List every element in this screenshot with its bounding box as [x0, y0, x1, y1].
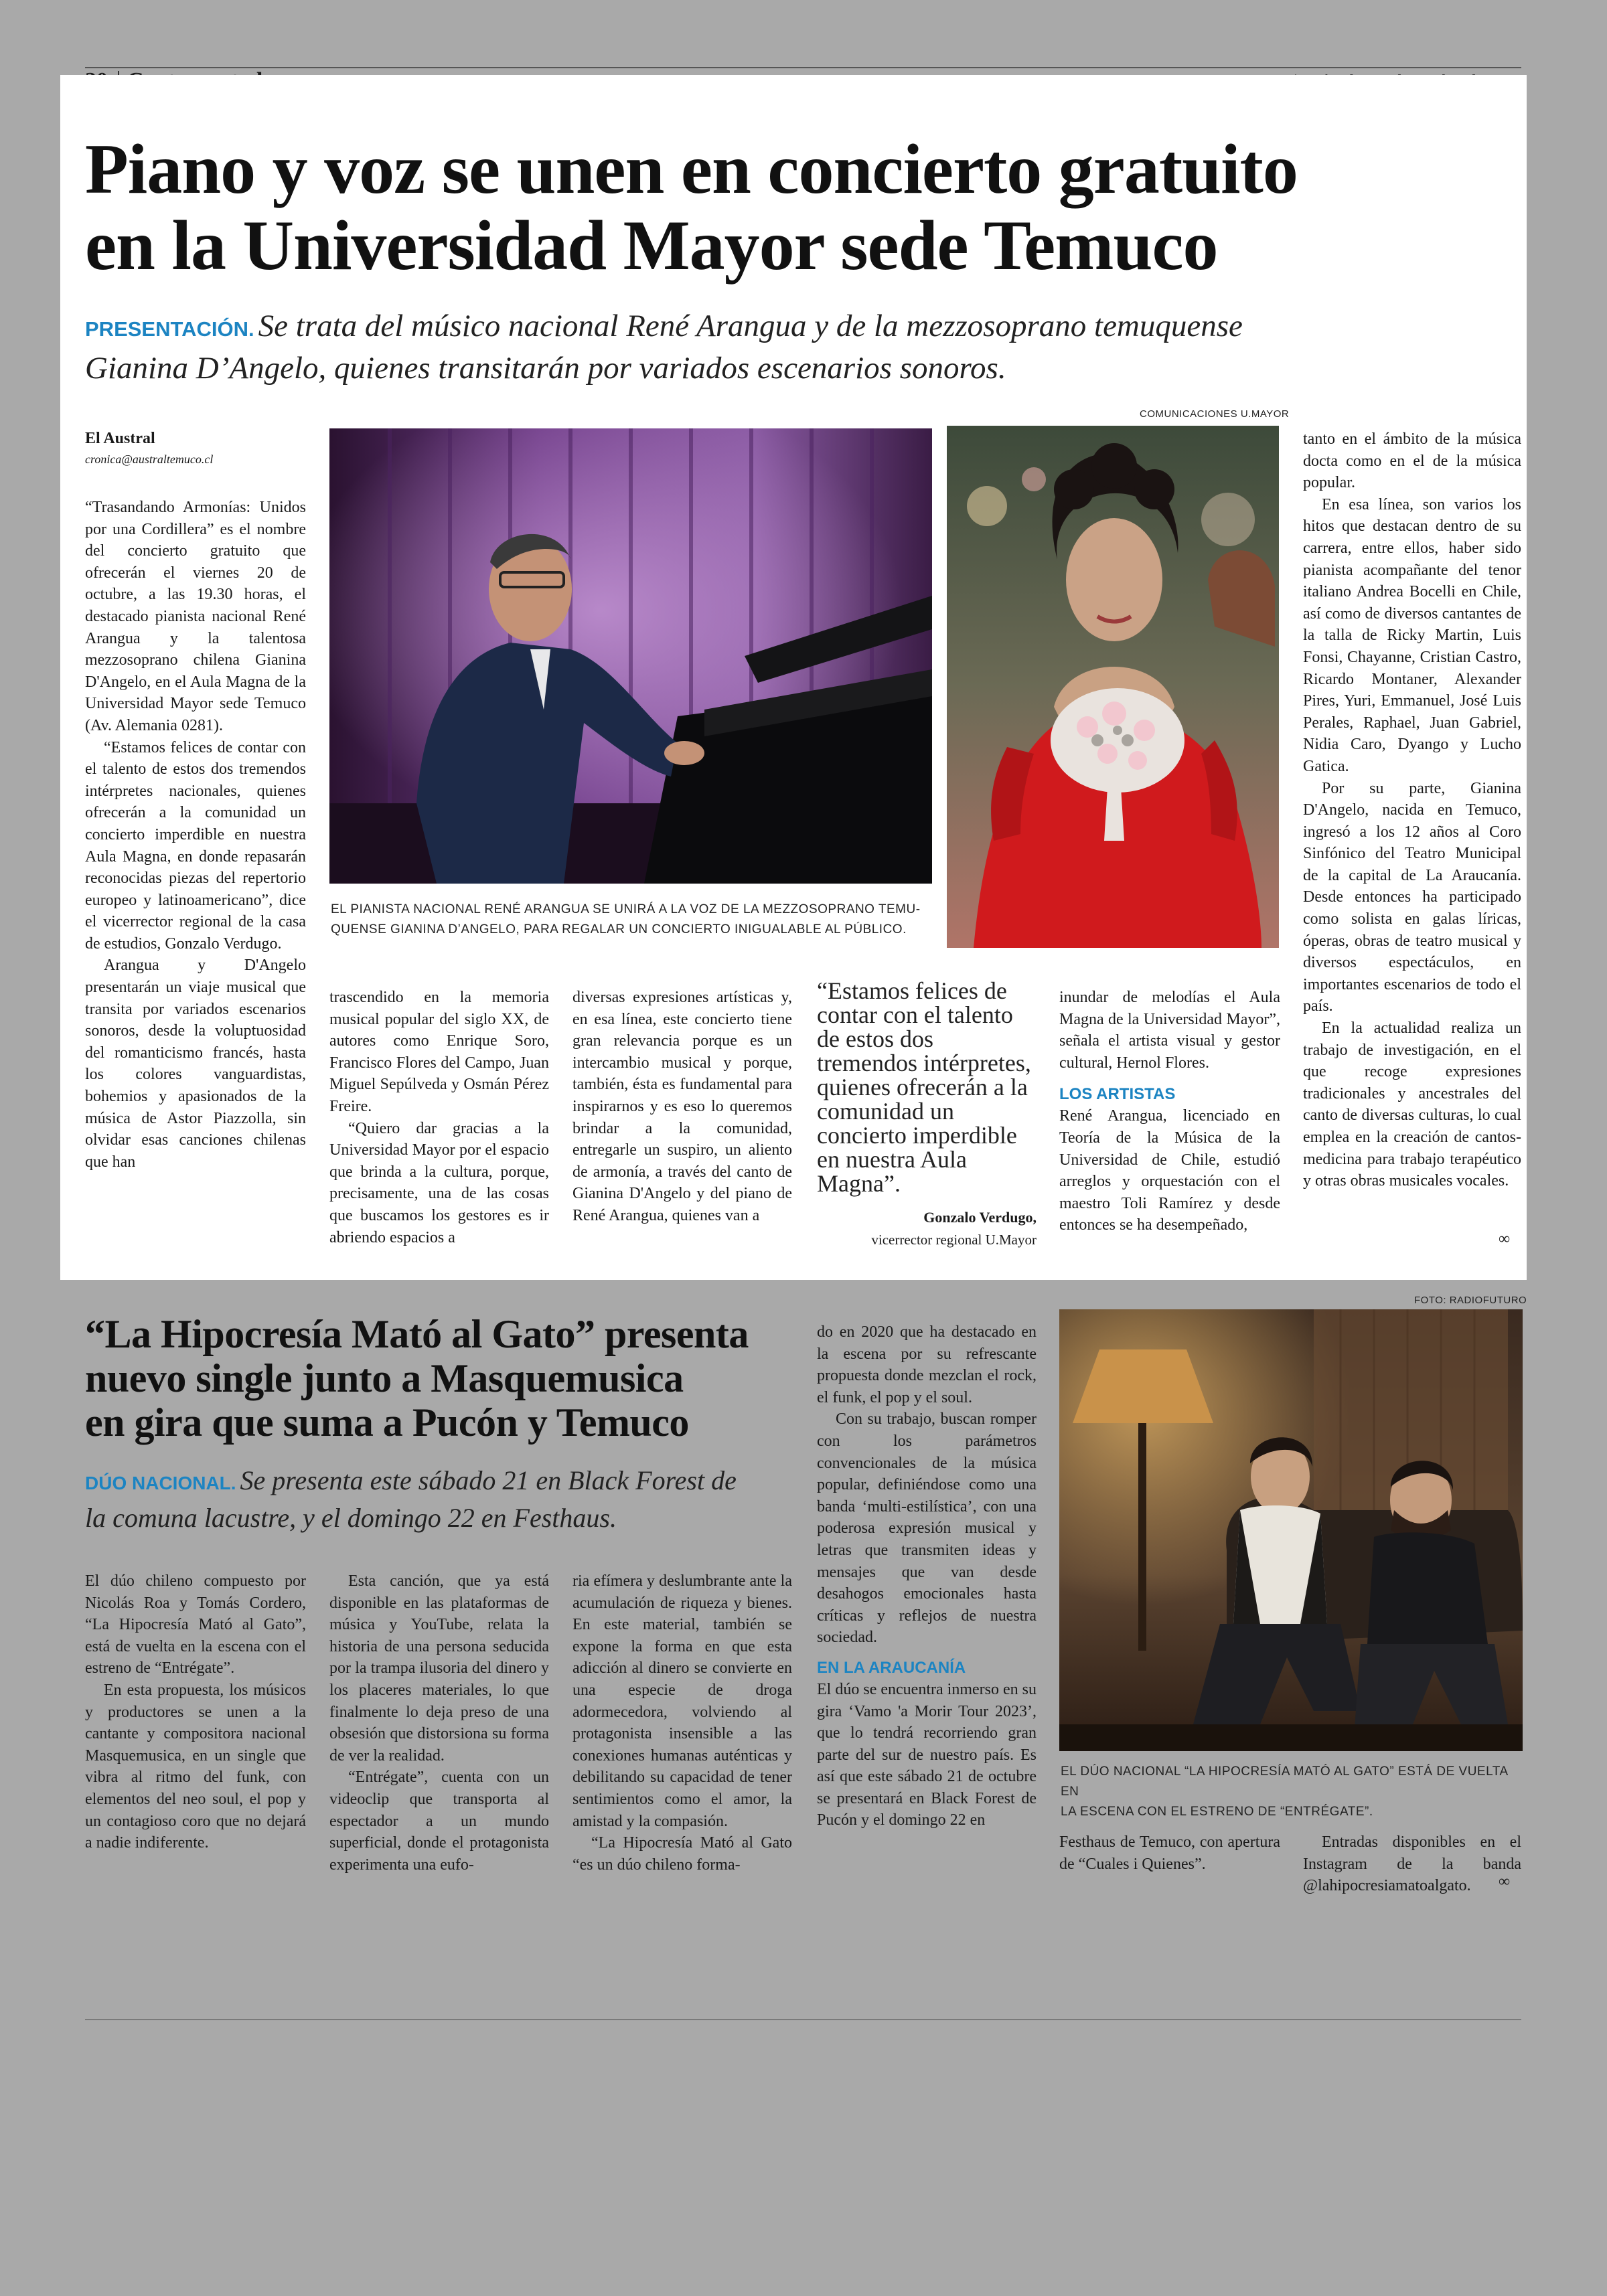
article2-col1-paragraph: En esta propuesta, los músicos y productores se unen a la cantante y compositora nacional Masquemusica, en un single que vibra al ritmo del funk, con elementos del neo soul, el pop y un contagioso coro que no dejará a nadie indiferente. — [85, 1681, 306, 1852]
article2-subhead: EN LA ARAUCANÍA — [817, 1658, 966, 1677]
article1-col1-paragraph: “Trasandando Armonías: Unidos por una Cordillera” es el nombre del concierto gratuito que ofrecerán el viernes 20 de octubre, a las 19.30 horas, el destacado pianista nacional René Arangua y la talentosa mezzosoprano chilena Gianina D'Angelo, en el Aula Magna de la Universidad Mayor sede Temuco (Av. Alemania 0281). — [85, 499, 306, 734]
article2-col5-paragraph: Festhaus de Temuco, con apertura de “Cuales i Quienes”. — [1059, 1833, 1280, 1873]
article1-col3-paragraph: diversas expresiones artísticas y, en esa línea, este concierto tiene gran relevancia porque es un intercambio musical y porque, también, ésta es fundamental para inspirarnos y es eso lo queremos brindar a la comunidad, entregarle un suspiro, un aliento de armonía, a través del canto de Gianina D'Angelo y del piano de René Arangua, quienes van a — [572, 989, 792, 1224]
article2-caption-line2: LA ESCENA CON EL ESTRENO DE “ENTRÉGATE”. — [1061, 1805, 1373, 1819]
article1-column-3 — [572, 987, 792, 1227]
article2-column-2 — [329, 1570, 549, 1876]
quote-role: vicerrector regional U.Mayor — [871, 1232, 1037, 1248]
article1-headline — [85, 131, 1525, 284]
article2-caption-line1: EL DÚO NACIONAL “LA HIPOCRESÍA MATÓ AL GATO” ESTÁ DE VUELTA EN — [1061, 1765, 1508, 1799]
article2-headline-line2: nuevo single junto a Masquemusica — [85, 1356, 684, 1400]
article1-column-1 — [85, 497, 306, 1173]
article1-deck — [85, 307, 1525, 388]
byline-email: cronica@australtemuco.cl — [85, 453, 214, 466]
article1-caption-line1: EL PIANISTA NACIONAL RENÉ ARANGUA SE UNIRÁ A LA VOZ DE LA MEZZOSOPRANO TEMU- — [331, 902, 921, 916]
article1-col6-paragraph: tanto en el ámbito de la música docta como en el de la música popular. — [1303, 430, 1521, 492]
article1-kicker: PRESENTACIÓN. — [85, 317, 254, 341]
article1-col1-paragraph: Arangua y D'Angelo presentarán un viaje musical que transita por variados escenarios sonoros, desde la voluptuosidad del romanticismo francés, hasta los colores vanguardistas, bohemios y apasionados de la música de Astor Piazzolla, sin olvidar esas canciones chilenas que han — [85, 957, 306, 1171]
article2-col4-paragraph: do en 2020 que ha destacado en la escena por su refrescante propuesta donde mezclan el rock, el funk, el pop y el soul. — [817, 1323, 1037, 1406]
article1-col2-paragraph: trascendido en la memoria musical popular del siglo XX, de autores como Enrique Soro, Francisco Flores del Campo, Juan Miguel Sepúlveda y Osmán Pérez Freire. — [329, 989, 549, 1115]
article1-col5-paragraph: inundar de melodías el Aula Magna de la Universidad Mayor”, señala el artista visual y gestor cultural, Hernol Flores. — [1059, 989, 1280, 1072]
article1-col6-paragraph: En la actualidad realiza un trabajo de investigación, en el que recoge expresiones tradicionales y ancestrales del canto de diversas culturas, lo cual emplea en la creación de cantos-medicina para trabajo terapéutico y otras obras musicales vocales. — [1303, 1019, 1521, 1190]
article1-col2-paragraph: “Quiero dar gracias a la Universidad Mayor por el espacio que brinda a la cultura, porque, precisamente, una de las cosas que buscamos los gestores es ir abriendo espacios a — [329, 1119, 549, 1246]
article2-kicker: DÚO NACIONAL. — [85, 1473, 236, 1493]
pianist-photo — [329, 428, 932, 884]
end-mark-icon: ∞ — [1499, 1873, 1511, 1890]
article1-caption-line2: QUENSE GIANINA D’ANGELO, PARA REGALAR UN CONCIERTO INIGUALABLE AL PÚBLICO. — [331, 922, 907, 936]
article2-col2-paragraph: “Entrégate”, cuenta con un videoclip que transporta al espectador a un mundo superficial, donde el protagonista experimenta una eufo- — [329, 1769, 549, 1874]
singer-illustration — [947, 426, 1279, 948]
pull-quote: “Estamos felices de contar con el talento de estos dos tremendos intérpretes, quienes ofrecerán a la comunidad un concierto imperdible en nuestra Aula Magna”. — [817, 977, 1031, 1197]
article2-headline-line1: “La Hipocresía Mató al Gato” presenta — [85, 1312, 749, 1356]
band-illustration — [1059, 1309, 1523, 1751]
article1-caption — [331, 900, 933, 940]
article2-deck-line1: Se presenta este sábado 21 en Black Forest de — [240, 1465, 737, 1495]
bottom-rule — [85, 2019, 1521, 2020]
article2-deck — [85, 1463, 815, 1536]
article2-headline-line3: en gira que suma a Pucón y Temuco — [85, 1400, 689, 1445]
article2-col1-paragraph: El dúo chileno compuesto por Nicolás Roa y Tomás Cordero, “La Hipocresía Mató al Gato”, está de vuelta en la escena con el estreno de “Entrégate”. — [85, 1572, 306, 1677]
article1-column-2 — [329, 987, 549, 1248]
article1-headline-line1: Piano y voz se unen en concierto gratuito — [85, 130, 1298, 208]
article1-col1-paragraph: “Estamos felices de contar con el talento de estos dos tremendos intérpretes nacionales, quienes ofrecerán a la comunidad un concierto imperdible en nuestra Aula Magna, en donde repasarán reconocidas piezas del repertorio europeo y latinoamericano”, dice el vicerrector regional de la casa de estudios, Gonzalo Verdugo. — [85, 738, 306, 953]
article2-column-3 — [572, 1570, 792, 1876]
article1-photo-credit: COMUNICACIONES U.MAYOR — [1140, 408, 1290, 420]
article2-col2-paragraph: Esta canción, que ya está disponible en las plataformas de música y YouTube, relata la historia de una persona seducida por la trampa ilusoria del dinero y los placeres materiales, lo que finalmente lo deja preso de una obsesión que distorsiona su forma de ver la realidad. — [329, 1572, 549, 1765]
article1-column-5 — [1059, 987, 1280, 1236]
article2-deck-line2: la comuna lacustre, y el domingo 22 en Festhaus. — [85, 1503, 617, 1533]
article2-column-6 — [1303, 1831, 1521, 1897]
band-photo — [1059, 1309, 1523, 1751]
end-mark-icon: ∞ — [1499, 1230, 1511, 1248]
article2-col6-paragraph: Entradas disponibles en el Instagram de la banda @lahipocresiamatoalgato. — [1303, 1833, 1521, 1895]
article2-caption — [1061, 1762, 1524, 1822]
quote-author: Gonzalo Verdugo, — [923, 1209, 1037, 1226]
byline: El Austral — [85, 430, 155, 447]
pianist-illustration — [329, 428, 932, 884]
article2-column-4 — [817, 1321, 1037, 1831]
article1-col5-paragraph: René Arangua, licenciado en Teoría de la Música de la Universidad de Chile, estudió arreglos y orquestación con el maestro Toli Ramírez y desde entonces se ha desempeñado, — [1059, 1107, 1280, 1234]
article1-column-6 — [1303, 428, 1521, 1192]
article2-photo-credit: FOTO: RADIOFUTURO — [1414, 1295, 1527, 1306]
article2-col3-paragraph: “La Hipocresía Mató al Gato “es un dúo chileno forma- — [572, 1834, 792, 1874]
article2-col4-paragraph: El dúo se encuentra inmerso en su gira ‘Vamo 'a Morir Tour 2023’, que lo tendrá recorriendo gran parte del sur de nuestro país. Es así que este sábado 21 de octubre se presentará en Black Forest de Pucón y el domingo 22 en — [817, 1680, 1037, 1829]
article2-col4-paragraph: Con su trabajo, buscan romper con los parámetros convencionales de la música popular, definiéndose como una banda ‘multi-estilística’, con una poderosa expresión musical y letras que transmiten ideas y mensajes que van desde desahogos emocionales hasta críticas y reflejos de nuestra sociedad. — [817, 1410, 1037, 1647]
article2-column-5 — [1059, 1831, 1280, 1875]
article1-headline-line2: en la Universidad Mayor sede Temuco — [85, 206, 1218, 284]
article2-headline — [85, 1312, 815, 1445]
article2-column-1 — [85, 1570, 306, 1854]
singer-photo — [947, 426, 1279, 948]
header-rule — [85, 67, 1521, 68]
article2-col3-paragraph: ria efímera y deslumbrante ante la acumulación de riqueza y bienes. En este material, también se expone la forma en que esta adicción al dinero se convierte en una especie de droga adormecedora, volviendo al protagonista insensible a las conexiones humanas auténticas y debilitando su capacidad de tener sentimientos como el amor, la amistad y la compasión. — [572, 1572, 792, 1830]
article1-col6-paragraph: En esa línea, son varios los hitos que destacan dentro de su carrera, entre ellos, haber sido pianista acompañante del tenor italiano Andrea Bocelli en Chile, así como de diversos cantantes de la talla de Ricky Martin, Luis Fonsi, Chayanne, Cristian Castro, Ricardo Montaner, Alexander Pires, Yuri, Emmanuel, José Luis Perales, Raphael, Juan Gabriel, Nidia Caro, Dyango y Lucho Gatica. — [1303, 495, 1521, 775]
article1-deck-line1: Se trata del músico nacional René Arangua y de la mezzosoprano temuquense — [258, 309, 1243, 343]
article1-deck-line2: Gianina D’Angelo, quienes transitarán por variados escenarios sonoros. — [85, 351, 1006, 386]
article1-subhead: LOS ARTISTAS — [1059, 1085, 1176, 1104]
article1-col6-paragraph: Por su parte, Gianina D'Angelo, nacida en Temuco, ingresó a los 12 años al Coro Sinfónico del Teatro Municipal de la capital de La Araucanía. Desde entonces ha participado como solista en galas líricas, óperas, obras de teatro musical y diversos espectáculos, en importantes escenarios de todo el país. — [1303, 779, 1521, 1015]
